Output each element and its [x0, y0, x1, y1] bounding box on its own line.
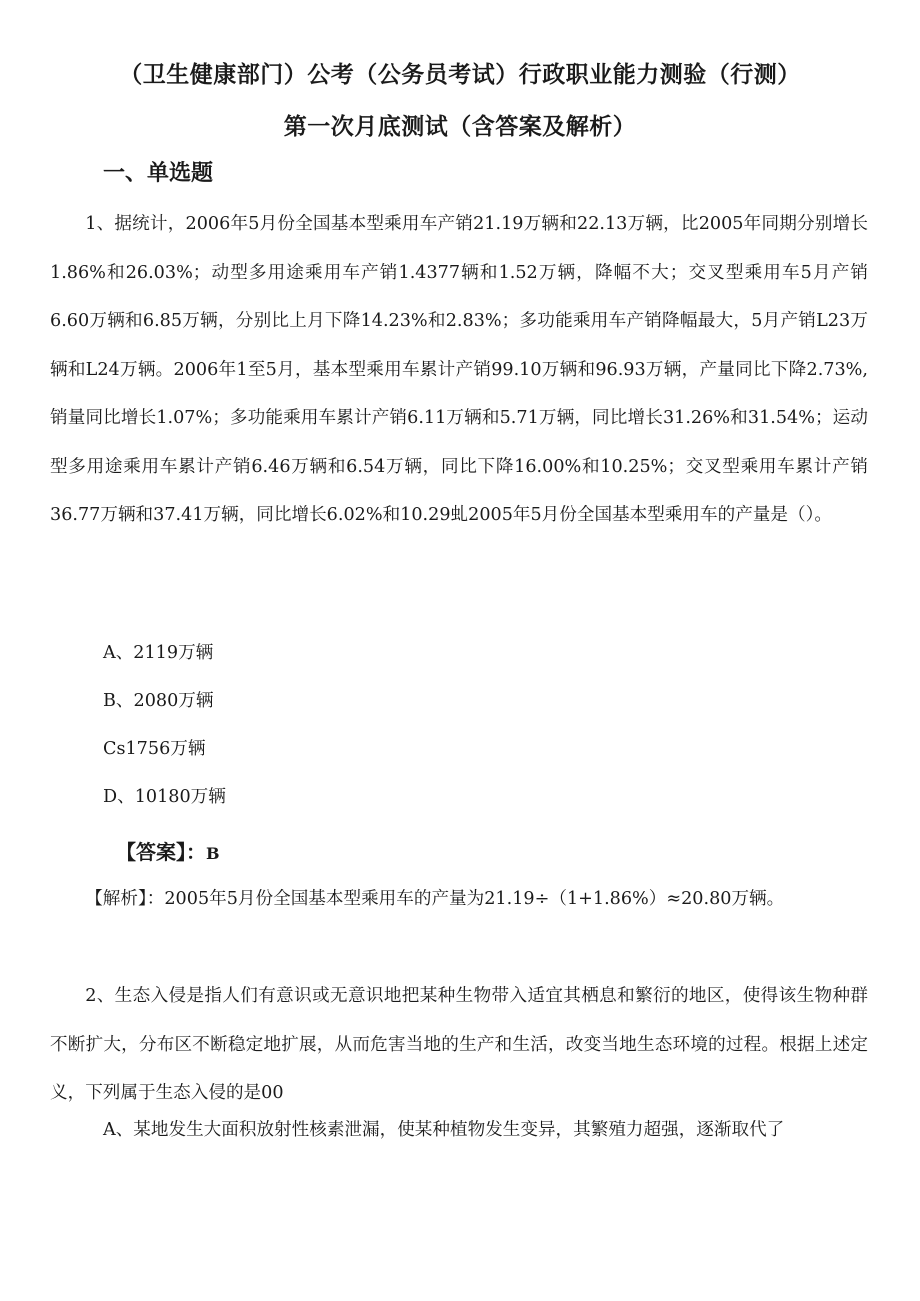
question-1-option-d: D、10180万辆 [103, 787, 226, 807]
question-2-stem: 2、生态入侵是指人们有意识或无意识地把某种生物带入适宜其栖息和繁衍的地区，使得该生物种群不断扩大，分布区不断稳定地扩展，从而危害当地的生产和生活，改变当地生态环境的过程。根据上述定义，下列属于生态入侵的是00 [50, 986, 868, 1103]
question-1-option-c: Cs1756万辆 [103, 739, 206, 759]
answer-value: B [206, 844, 220, 863]
question-1-option-a: A、2119万辆 [103, 643, 214, 663]
analysis-text: ：2005年5月份全国基本型乘用车的产量为21.19÷（1+1.86%）≈20.80万辆。 [146, 889, 785, 909]
analysis-label: 【解析】 [85, 889, 147, 909]
section-heading: 一、单选题 [103, 161, 214, 186]
document-title-line-1: （卫生健康部门）公考（公务员考试）行政职业能力测验（行测） [119, 62, 801, 88]
question-2-option-a: A、某地发生大面积放射性核素泄漏，使某种植物发生变异，其繁殖力超强，逐渐取代了 [103, 1120, 785, 1140]
question-1-option-b: B、2080万辆 [103, 691, 214, 711]
question-1-analysis [50, 875, 868, 924]
question-1-stem: 1、据统计，2006年5月份全国基本型乘用车产销21.19万辆和22.13万辆，比2005年同期分别增长1.86%和26.03%；动型多用途乘用车产销1.4377辆和1.52万辆，降幅不大；交叉型乘用车5月产销6.60万辆和6.85万辆，分别比上月下降14.23%和2.83%；多功能乘用车产销降幅最大，5月产销L23万辆和L24万辆。2006年1至5月，基本型乘用车累计产销99.10万辆和96.93万辆，产量同比下降2.73%,销量同比增长1.07%；多功能乘用车累计产销6.11万辆和5.71万辆，同比增长31.26%和31.54%；运动型多用途乘用车累计产销6.46万辆和6.54万辆，同比下降16.00%和10.25%；交叉型乘用车累计产销36.77万辆和37.41万辆，同比增长6.02%和10.29虬2005年5月份全国基本型乘用车的产量是（）。 [50, 214, 868, 525]
question-1-answer [116, 836, 220, 865]
document-title-line-2: 第一次月底测试（含答案及解析） [283, 114, 637, 140]
answer-label: 【答案】： [116, 840, 206, 864]
